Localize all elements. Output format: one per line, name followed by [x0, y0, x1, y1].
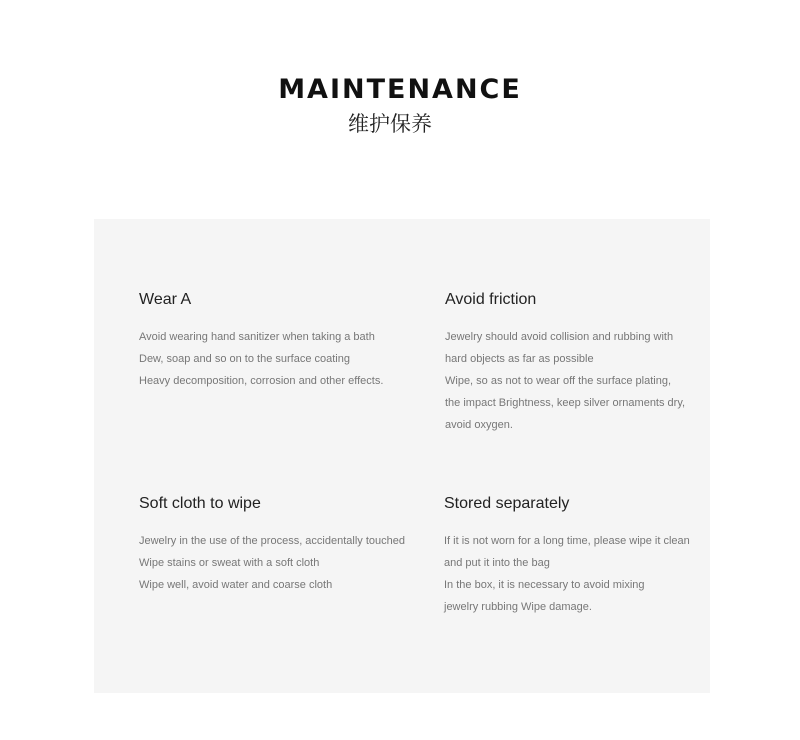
card-soft-cloth: [139, 494, 405, 596]
card-text: [139, 326, 399, 392]
card-text: [445, 326, 705, 436]
card-text-line: hard objects as far as possible: [445, 353, 594, 365]
card-text-line: Wipe well, avoid water and coarse cloth: [139, 579, 333, 591]
card-stored-separately: [444, 494, 704, 618]
card-avoid-friction: [445, 290, 705, 436]
card-text-line: avoid oxygen.: [445, 419, 513, 431]
card-text-line: If it is not worn for a long time, please wipe it clean: [444, 535, 690, 547]
card-text-line: Jewelry in the use of the process, accidentally touched: [139, 535, 405, 547]
card-text-line: Avoid wearing hand sanitizer when taking a bath: [139, 331, 375, 343]
card-title: Soft cloth to wipe: [139, 495, 261, 512]
card-text-line: jewelry rubbing Wipe damage.: [444, 601, 592, 613]
page-subtitle: 维护保养: [348, 112, 432, 136]
card-title: Stored separately: [444, 495, 570, 512]
card-title: Avoid friction: [445, 291, 537, 308]
card-text-line: Heavy decomposition, corrosion and other effects.: [139, 375, 384, 387]
card-text-line: Wipe, so as not to wear off the surface plating,: [445, 375, 672, 387]
card-wear: [139, 290, 399, 392]
card-text-line: Jewelry should avoid collision and rubbing with: [445, 331, 674, 343]
card-text-line: Dew, soap and so on to the surface coating: [139, 353, 350, 365]
card-text-line: Wipe stains or sweat with a soft cloth: [139, 557, 320, 569]
maintenance-panel: [94, 219, 710, 693]
card-title: Wear A: [139, 291, 192, 308]
card-text: [444, 530, 704, 618]
card-text-line: the impact Brightness, keep silver ornaments dry,: [445, 397, 686, 409]
card-text-line: In the box, it is necessary to avoid mixing: [444, 579, 645, 591]
page-title: MAINTENANCE: [278, 74, 522, 105]
card-text: [139, 530, 405, 596]
card-text-line: and put it into the bag: [444, 557, 550, 569]
